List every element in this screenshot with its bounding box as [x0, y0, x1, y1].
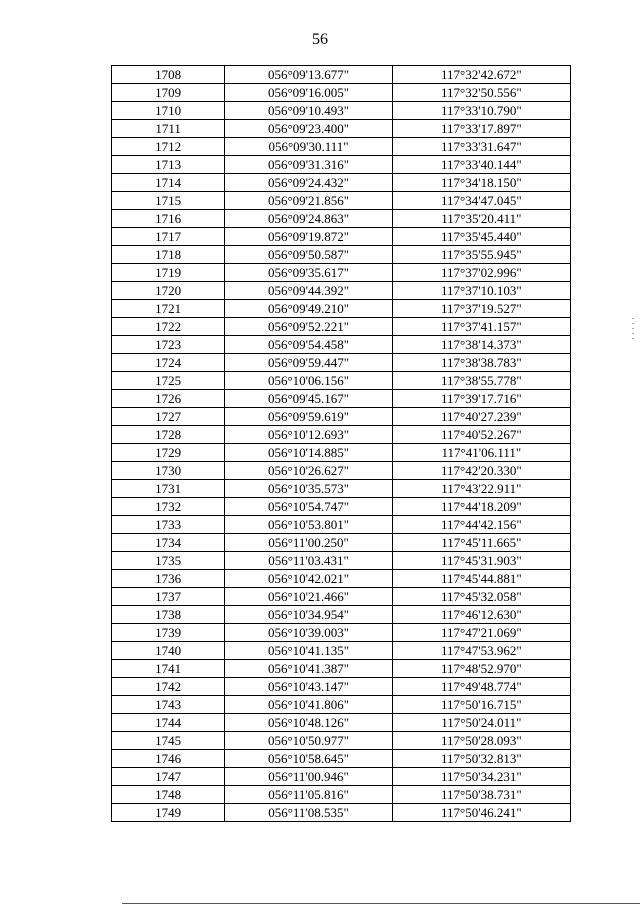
latitude-cell: 056°10'34.954"	[225, 606, 392, 624]
latitude-cell: 056°10'50.977"	[225, 732, 392, 750]
latitude-cell: 056°09'21.856"	[225, 192, 392, 210]
longitude-cell: 117°50'28.093"	[392, 732, 570, 750]
point-number-cell: 1736	[112, 570, 225, 588]
table-row	[112, 732, 571, 750]
point-number-cell: 1715	[112, 192, 225, 210]
page-number: 56	[312, 31, 328, 48]
table-row	[112, 768, 571, 786]
point-number-cell: 1732	[112, 498, 225, 516]
latitude-cell: 056°09'23.400"	[225, 120, 392, 138]
table-row	[112, 534, 571, 552]
point-number-cell: 1723	[112, 336, 225, 354]
point-number-cell: 1744	[112, 714, 225, 732]
longitude-cell: 117°49'48.774"	[392, 678, 570, 696]
longitude-cell: 117°38'14.373"	[392, 336, 570, 354]
latitude-cell: 056°09'49.210"	[225, 300, 392, 318]
latitude-cell: 056°11'08.535"	[225, 804, 392, 822]
point-number-cell: 1735	[112, 552, 225, 570]
point-number-cell: 1749	[112, 804, 225, 822]
table-row	[112, 516, 571, 534]
table-row	[112, 300, 571, 318]
longitude-cell: 117°35'45.440"	[392, 228, 570, 246]
latitude-cell: 056°09'59.619"	[225, 408, 392, 426]
point-number-cell: 1722	[112, 318, 225, 336]
table-row	[112, 750, 571, 768]
point-number-cell: 1731	[112, 480, 225, 498]
latitude-cell: 056°10'26.627"	[225, 462, 392, 480]
longitude-cell: 117°43'22.911"	[392, 480, 570, 498]
table-row	[112, 192, 571, 210]
latitude-cell: 056°10'41.387"	[225, 660, 392, 678]
table-row	[112, 696, 571, 714]
longitude-cell: 117°35'20.411"	[392, 210, 570, 228]
table-row	[112, 606, 571, 624]
longitude-cell: 117°34'47.045"	[392, 192, 570, 210]
longitude-cell: 117°38'55.778"	[392, 372, 570, 390]
longitude-cell: 117°45'11.665"	[392, 534, 570, 552]
latitude-cell: 056°09'44.392"	[225, 282, 392, 300]
table-row	[112, 138, 571, 156]
table-row	[112, 408, 571, 426]
latitude-cell: 056°10'42.021"	[225, 570, 392, 588]
longitude-cell: 117°45'31.903"	[392, 552, 570, 570]
table-row	[112, 660, 571, 678]
table-row	[112, 588, 571, 606]
point-number-cell: 1714	[112, 174, 225, 192]
latitude-cell: 056°09'52.221"	[225, 318, 392, 336]
point-number-cell: 1740	[112, 642, 225, 660]
latitude-cell: 056°10'53.801"	[225, 516, 392, 534]
table-row	[112, 282, 571, 300]
table-row	[112, 714, 571, 732]
longitude-cell: 117°38'38.783"	[392, 354, 570, 372]
latitude-cell: 056°09'31.316"	[225, 156, 392, 174]
table-row	[112, 228, 571, 246]
point-number-cell: 1712	[112, 138, 225, 156]
point-number-cell: 1716	[112, 210, 225, 228]
point-number-cell: 1710	[112, 102, 225, 120]
longitude-cell: 117°45'44.881"	[392, 570, 570, 588]
table-row	[112, 174, 571, 192]
latitude-cell: 056°09'10.493"	[225, 102, 392, 120]
point-number-cell: 1739	[112, 624, 225, 642]
table-row	[112, 354, 571, 372]
longitude-cell: 117°48'52.970"	[392, 660, 570, 678]
table-row	[112, 624, 571, 642]
point-number-cell: 1728	[112, 426, 225, 444]
latitude-cell: 056°11'00.250"	[225, 534, 392, 552]
longitude-cell: 117°40'27.239"	[392, 408, 570, 426]
latitude-cell: 056°11'00.946"	[225, 768, 392, 786]
latitude-cell: 056°10'58.645"	[225, 750, 392, 768]
point-number-cell: 1748	[112, 786, 225, 804]
longitude-cell: 117°50'16.715"	[392, 696, 570, 714]
point-number-cell: 1725	[112, 372, 225, 390]
longitude-cell: 117°47'21.069"	[392, 624, 570, 642]
point-number-cell: 1726	[112, 390, 225, 408]
longitude-cell: 117°50'24.011"	[392, 714, 570, 732]
longitude-cell: 117°39'17.716"	[392, 390, 570, 408]
point-number-cell: 1743	[112, 696, 225, 714]
latitude-cell: 056°10'41.806"	[225, 696, 392, 714]
latitude-cell: 056°09'35.617"	[225, 264, 392, 282]
table-row	[112, 372, 571, 390]
table-row	[112, 804, 571, 822]
latitude-cell: 056°09'59.447"	[225, 354, 392, 372]
point-number-cell: 1727	[112, 408, 225, 426]
table-row	[112, 318, 571, 336]
longitude-cell: 117°42'20.330"	[392, 462, 570, 480]
point-number-cell: 1718	[112, 246, 225, 264]
latitude-cell: 056°10'43.147"	[225, 678, 392, 696]
point-number-cell: 1738	[112, 606, 225, 624]
table-row	[112, 678, 571, 696]
latitude-cell: 056°09'30.111"	[225, 138, 392, 156]
latitude-cell: 056°10'48.126"	[225, 714, 392, 732]
latitude-cell: 056°09'50.587"	[225, 246, 392, 264]
longitude-cell: 117°40'52.267"	[392, 426, 570, 444]
longitude-cell: 117°44'42.156"	[392, 516, 570, 534]
table-row	[112, 786, 571, 804]
table-row	[112, 84, 571, 102]
longitude-cell: 117°50'38.731"	[392, 786, 570, 804]
longitude-cell: 117°37'19.527"	[392, 300, 570, 318]
point-number-cell: 1746	[112, 750, 225, 768]
longitude-cell: 117°50'32.813"	[392, 750, 570, 768]
point-number-cell: 1737	[112, 588, 225, 606]
table-row	[112, 444, 571, 462]
latitude-cell: 056°09'13.677"	[225, 66, 392, 84]
point-number-cell: 1713	[112, 156, 225, 174]
table-row	[112, 570, 571, 588]
table-row	[112, 336, 571, 354]
table-row	[112, 210, 571, 228]
latitude-cell: 056°10'21.466"	[225, 588, 392, 606]
latitude-cell: 056°09'16.005"	[225, 84, 392, 102]
table-row	[112, 120, 571, 138]
coordinates-table	[111, 65, 571, 822]
longitude-cell: 117°32'42.672"	[392, 66, 570, 84]
point-number-cell: 1719	[112, 264, 225, 282]
table-row	[112, 552, 571, 570]
latitude-cell: 056°09'45.167"	[225, 390, 392, 408]
scan-edge-marks	[632, 318, 634, 358]
longitude-cell: 117°46'12.630"	[392, 606, 570, 624]
latitude-cell: 056°09'24.432"	[225, 174, 392, 192]
latitude-cell: 056°11'05.816"	[225, 786, 392, 804]
table-row	[112, 426, 571, 444]
page-bottom-rule	[122, 903, 640, 904]
point-number-cell: 1741	[112, 660, 225, 678]
latitude-cell: 056°09'19.872"	[225, 228, 392, 246]
point-number-cell: 1709	[112, 84, 225, 102]
table-row	[112, 642, 571, 660]
point-number-cell: 1717	[112, 228, 225, 246]
longitude-cell: 117°37'10.103"	[392, 282, 570, 300]
point-number-cell: 1711	[112, 120, 225, 138]
point-number-cell: 1747	[112, 768, 225, 786]
longitude-cell: 117°44'18.209"	[392, 498, 570, 516]
longitude-cell: 117°50'34.231"	[392, 768, 570, 786]
longitude-cell: 117°37'02.996"	[392, 264, 570, 282]
longitude-cell: 117°33'17.897"	[392, 120, 570, 138]
longitude-cell: 117°41'06.111"	[392, 444, 570, 462]
longitude-cell: 117°32'50.556"	[392, 84, 570, 102]
table-row	[112, 156, 571, 174]
latitude-cell: 056°10'39.003"	[225, 624, 392, 642]
latitude-cell: 056°10'41.135"	[225, 642, 392, 660]
point-number-cell: 1745	[112, 732, 225, 750]
longitude-cell: 117°47'53.962"	[392, 642, 570, 660]
point-number-cell: 1721	[112, 300, 225, 318]
table-row	[112, 462, 571, 480]
latitude-cell: 056°10'06.156"	[225, 372, 392, 390]
latitude-cell: 056°11'03.431"	[225, 552, 392, 570]
point-number-cell: 1720	[112, 282, 225, 300]
latitude-cell: 056°10'54.747"	[225, 498, 392, 516]
longitude-cell: 117°45'32.058"	[392, 588, 570, 606]
table-row	[112, 264, 571, 282]
table-row	[112, 246, 571, 264]
latitude-cell: 056°10'12.693"	[225, 426, 392, 444]
longitude-cell: 117°37'41.157"	[392, 318, 570, 336]
latitude-cell: 056°09'24.863"	[225, 210, 392, 228]
latitude-cell: 056°09'54.458"	[225, 336, 392, 354]
longitude-cell: 117°34'18.150"	[392, 174, 570, 192]
longitude-cell: 117°33'10.790"	[392, 102, 570, 120]
table-row	[112, 102, 571, 120]
coordinates-table-body	[112, 66, 571, 822]
latitude-cell: 056°10'35.573"	[225, 480, 392, 498]
longitude-cell: 117°33'40.144"	[392, 156, 570, 174]
longitude-cell: 117°33'31.647"	[392, 138, 570, 156]
point-number-cell: 1729	[112, 444, 225, 462]
point-number-cell: 1733	[112, 516, 225, 534]
table-row	[112, 498, 571, 516]
point-number-cell: 1708	[112, 66, 225, 84]
table-row	[112, 66, 571, 84]
longitude-cell: 117°50'46.241"	[392, 804, 570, 822]
point-number-cell: 1734	[112, 534, 225, 552]
longitude-cell: 117°35'55.945"	[392, 246, 570, 264]
point-number-cell: 1730	[112, 462, 225, 480]
point-number-cell: 1742	[112, 678, 225, 696]
latitude-cell: 056°10'14.885"	[225, 444, 392, 462]
table-row	[112, 390, 571, 408]
point-number-cell: 1724	[112, 354, 225, 372]
table-row	[112, 480, 571, 498]
